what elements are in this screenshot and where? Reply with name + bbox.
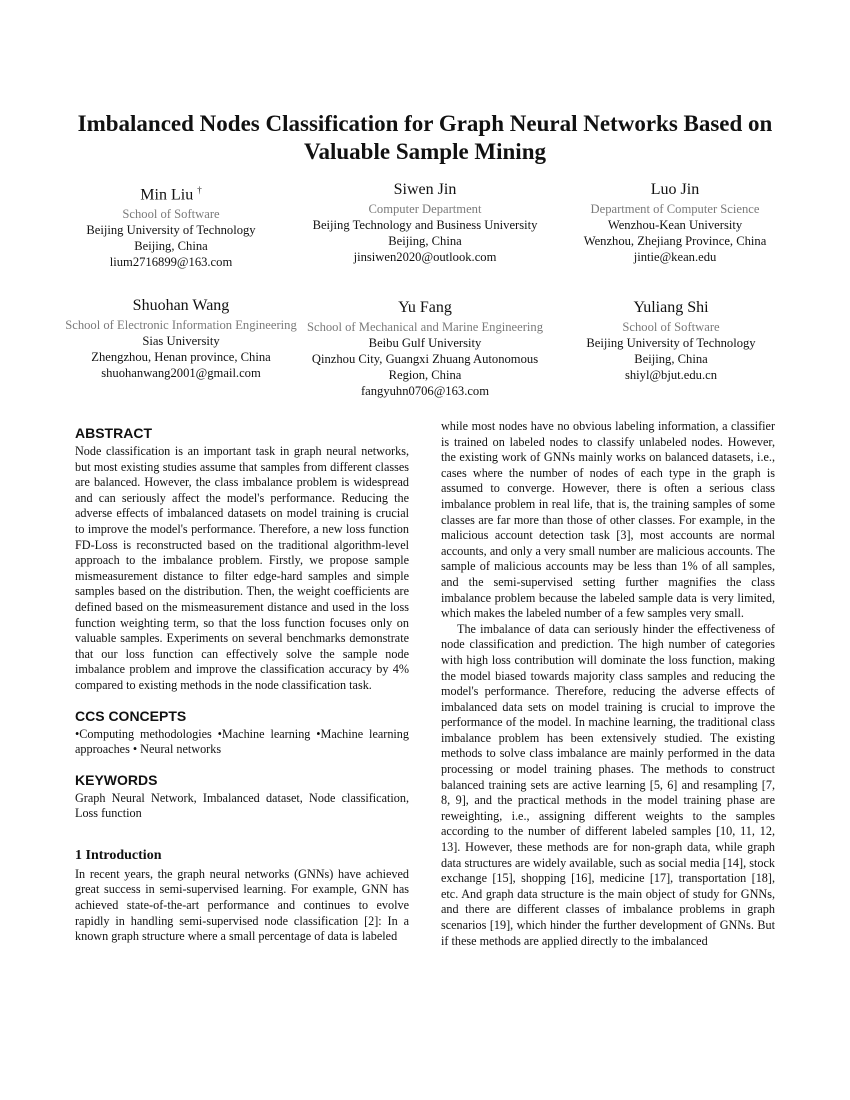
author-name: Yu Fang [398,299,452,316]
author-dept: Department of Computer Science [590,202,760,216]
author-affiliation: Beijing University of Technology [586,336,756,350]
author-location: Wenzhou, Zhejiang Province, China [583,234,767,248]
author-affiliation: Beibu Gulf University [368,336,482,350]
author-block [51,180,291,270]
ccs-heading: CCS CONCEPTS [75,707,187,724]
author-location: Beijing, China [388,234,462,248]
author-name: Shuohan Wang [132,297,230,314]
intro-text: In recent years, the graph neural networks (GNNs) have achieved great success in semi-supervised learning. For example, GNN has achieved state-of-the-art performance and continues to evolve rapidly in handling semi-supervised node classification [2]: In a known graph structure where a small percentage of data is labeled [75,866,409,944]
author-affiliation: Beijing University of Technology [86,223,256,238]
author-email: lium2716899@163.com [109,255,233,270]
author-affiliation: Sias University [142,334,220,348]
author-email: shiyl@bjut.edu.cn [624,368,718,382]
keywords-text: Graph Neural Network, Imbalanced dataset, Node classification, Loss function [75,790,409,821]
author-affiliation: Beijing Technology and Business University [312,218,538,232]
author-email: jinsiwen2020@outlook.com [353,250,497,264]
author-email: fangyuhn0706@163.com [360,384,490,398]
author-block [305,180,545,265]
keywords-heading: KEYWORDS [75,771,158,788]
author-mark: † [197,185,202,195]
author-block [61,296,301,381]
author-block [305,298,545,399]
body-paragraph: while most nodes have no obvious labeling information, a classifier is trained on labeled nodes to classify unlabeled nodes. However, the existing work of GNNs mainly works on balanced datasets, i.e., cases where the number of nodes of each type in the graph is assumed to converge. However, there is often a serious class imbalance problem in real life, that is, the training samples of some classes are far more than those of other classes. For example, in the malicious account detection task [3], most accounts are normal accounts, and only a very small number are malicious accounts. The sample of malicious accounts may be less than 1% of all samples, and the semi-supervised setting further magnifies the class imbalance problem because the labeled sample data is very limited, which makes the labeled number of a few samples very small. [441,419,775,621]
author-location: Beijing, China [134,239,208,254]
author-name: Min Liu [140,186,194,204]
author-location: Qinzhou City, Guangxi Zhuang Autonomous Region, China [311,352,539,382]
author-affiliation: Wenzhou-Kean University [607,218,743,232]
body-paragraph: The imbalance of data can seriously hinder the effectiveness of node classification and prediction. The high number of categories with high loss contribution will dominate the loss function, making the model biased towards majority class samples and reducing the model's performance. Therefore, reducing the adverse effects of imbalanced data sets on model training is crucial to improve the performance of the model. In machine learning, the traditional class imbalance problem has been extensively studied. The existing methods to solve class imbalance are mainly performed in the data processing or model training phases. The methods to construct balanced training sets are active learning [5, 6] and resampling [7, 8, 9], and the practical methods in the model training phase are reweighting, i.e., assigning different weights to the samples according to the number of different labeled samples [10, 11, 12, 13]. However, these methods are for non-graph data, while graph data structures are widely available, such as social media [14], stock exchange [15], shopping [16], medicine [17], transportation [18], etc. And graph data structure is the main object of study for GNNs, and there are different classes of imbalance problems in graph scenarios [19], which hinder the further development of GNNs. But if these methods are applied directly to the imbalanced [441,621,775,948]
author-email: shuohanwang2001@gmail.com [101,366,261,380]
abstract-text: Node classification is an important task in graph neural networks, but most existing studies assume that samples from different classes are balanced. However, the class imbalance problem is widespread and can seriously affect the model's performance. Reducing the adverse effects of imbalanced datasets on model training is crucial to improve the model's performance. Therefore, a new loss function FD-Loss is reconstructed based on the traditional algorithm-level approach to the imbalance problem. Firstly, we propose sample mismeasurement distance to filter edge-hard samples and simple samples based on the distribution. Then, the weight coefficients are defined based on the mismeasurement distance and used in the loss function weighting term, so that the loss function focuses only on valuable samples. Experiments on several benchmarks demonstrate that our loss function can effectively solve the sample node imbalance problem and improve the classification accuracy by 4% compared to existing methods in the node classification task. [75,444,409,692]
author-dept: School of Electronic Information Engineering [65,318,297,332]
author-name: Siwen Jin [393,181,457,198]
left-column [75,424,409,945]
author-name: Luo Jin [650,181,700,198]
author-location: Beijing, China [634,352,708,366]
author-location: Zhengzhou, Henan province, China [91,350,271,364]
author-dept: School of Software [122,207,220,222]
abstract-heading: ABSTRACT [75,425,152,441]
paper-title: Imbalanced Nodes Classification for Graph Neural Networks Based on Valuable Sample Mining [77,111,773,164]
author-block [555,180,795,265]
author-email: jintie@kean.edu [633,250,717,264]
intro-heading: 1 Introduction [75,847,162,863]
author-dept: School of Mechanical and Marine Engineering [306,320,544,334]
ccs-text: •Computing methodologies •Machine learning •Machine learning approaches • Neural networks [75,726,409,757]
right-column [441,419,775,949]
author-dept: Computer Department [368,202,482,216]
author-dept: School of Software [622,320,720,334]
author-name: Yuliang Shi [633,299,709,316]
author-block [551,298,791,383]
